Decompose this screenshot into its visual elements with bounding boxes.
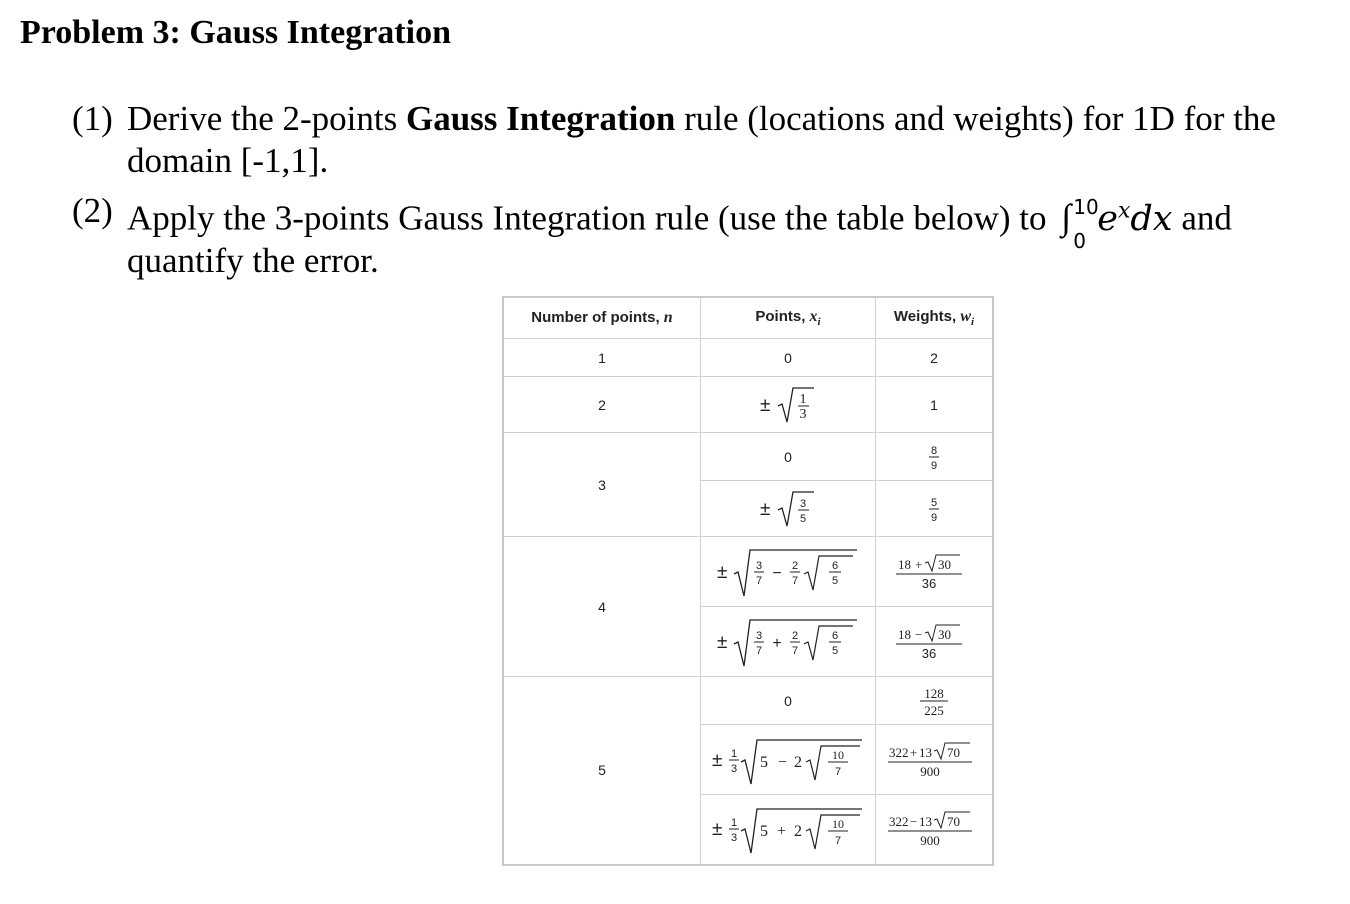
- svg-text:3: 3: [799, 406, 807, 422]
- fraction-322-minus-13-root-70-over-900: [886, 808, 982, 850]
- cell-weight: 1: [876, 377, 994, 433]
- svg-text:18: 18: [898, 556, 911, 572]
- svg-text:+: +: [772, 634, 782, 652]
- svg-text:5: 5: [831, 574, 839, 587]
- svg-text:5: 5: [831, 644, 839, 657]
- table-row: [503, 677, 993, 725]
- part-1-bold-term: Gauss Integration: [405, 99, 676, 138]
- svg-text:8: 8: [930, 444, 938, 457]
- cell-n: 4: [503, 537, 701, 677]
- svg-text:+: +: [777, 823, 787, 841]
- svg-text:±: ±: [712, 749, 723, 771]
- svg-text:±: ±: [760, 394, 771, 416]
- svg-text:9: 9: [930, 511, 938, 524]
- svg-text:−: −: [915, 626, 923, 642]
- svg-text:7: 7: [834, 765, 842, 778]
- svg-text:7: 7: [755, 644, 763, 657]
- svg-text:13: 13: [919, 744, 932, 760]
- svg-text:36: 36: [921, 575, 937, 591]
- svg-text:18: 18: [898, 626, 911, 642]
- svg-text:70: 70: [947, 814, 960, 830]
- cell-weight: [876, 607, 994, 677]
- cell-weight: [876, 795, 994, 865]
- plus-minus-sqrt-one-third: [758, 382, 818, 428]
- gauss-quadrature-table: [502, 296, 994, 866]
- fraction-eight-ninths: [924, 439, 944, 475]
- svg-text:30: 30: [938, 556, 951, 572]
- svg-text:−: −: [772, 564, 782, 582]
- header-points: Points, $x_i$: [701, 297, 876, 339]
- cell-weight: [876, 481, 994, 537]
- svg-text:900: 900: [920, 763, 940, 779]
- svg-text:900: 900: [920, 833, 940, 849]
- cell-n: 5: [503, 677, 701, 865]
- problem-part-2: [72, 190, 1322, 282]
- cell-weight: [876, 677, 994, 725]
- svg-text:322: 322: [889, 814, 909, 830]
- cell-weight: [876, 537, 994, 607]
- svg-text:±: ±: [717, 561, 728, 583]
- cell-point: [701, 795, 876, 865]
- cell-point: [701, 377, 876, 433]
- cell-weight: [876, 725, 994, 795]
- svg-text:5: 5: [760, 823, 768, 841]
- cell-n: 1: [503, 339, 701, 377]
- svg-text:±: ±: [760, 498, 771, 520]
- svg-text:7: 7: [834, 835, 842, 848]
- plus-minus-third-sqrt-five-point-a: [710, 732, 866, 788]
- svg-text:3: 3: [730, 832, 738, 845]
- svg-text:5: 5: [799, 512, 807, 525]
- plus-minus-third-sqrt-five-point-b: [710, 801, 866, 857]
- cell-point: 0: [701, 339, 876, 377]
- svg-text:2: 2: [794, 753, 802, 771]
- cell-weight: [876, 433, 994, 481]
- table-header-row: [503, 297, 993, 339]
- svg-text:1: 1: [799, 391, 807, 407]
- plus-minus-sqrt-four-point-b: [715, 614, 861, 670]
- svg-text:−: −: [910, 814, 918, 830]
- svg-text:±: ±: [712, 819, 723, 841]
- svg-text:5: 5: [760, 753, 768, 771]
- part-2-text: Apply the 3-points Gauss Integration rule (use the table below) to ∫ 10 0 $e^xdx$ and quantify the error.: [127, 194, 1232, 280]
- plus-minus-sqrt-three-fifths: [758, 486, 818, 532]
- svg-text:2: 2: [791, 559, 799, 572]
- table-row: [503, 377, 993, 433]
- problem-part-1: [72, 98, 1322, 182]
- cell-point: 0: [701, 677, 876, 725]
- svg-text:128: 128: [924, 685, 944, 701]
- cell-n: 2: [503, 377, 701, 433]
- svg-text:−: −: [778, 753, 788, 771]
- header-weights: Weights, $w_i$: [876, 297, 994, 339]
- svg-text:3: 3: [755, 629, 763, 642]
- cell-point: [701, 481, 876, 537]
- svg-text:6: 6: [831, 559, 839, 572]
- svg-text:322: 322: [889, 744, 909, 760]
- svg-text:36: 36: [921, 645, 937, 661]
- svg-text:3: 3: [730, 762, 738, 775]
- fraction-322-plus-13-root-70-over-900: [886, 739, 982, 781]
- svg-text:6: 6: [831, 629, 839, 642]
- svg-text:3: 3: [799, 497, 807, 510]
- svg-text:2: 2: [794, 823, 802, 841]
- table-row: [503, 537, 993, 607]
- problem-title: Problem 3: Gauss Integration: [20, 14, 451, 51]
- fraction-five-ninths: [924, 491, 944, 527]
- svg-text:7: 7: [791, 574, 799, 587]
- svg-text:7: 7: [755, 574, 763, 587]
- svg-text:7: 7: [791, 644, 799, 657]
- definite-integral: ∫ 10 0: [1061, 194, 1099, 253]
- cell-point: [701, 607, 876, 677]
- svg-text:13: 13: [919, 814, 932, 830]
- fraction-128-over-225: [914, 682, 954, 720]
- svg-text:10: 10: [832, 817, 844, 832]
- cell-n: 3: [503, 433, 701, 537]
- part-1-number: (1): [72, 99, 113, 138]
- cell-point: [701, 725, 876, 795]
- svg-text:+: +: [910, 744, 918, 760]
- svg-text:70: 70: [947, 744, 960, 760]
- part-1-text: Derive the 2-points Gauss Integration rule (locations and weights) for 1D for the domain [-1,1].: [127, 99, 1276, 180]
- table-row: [503, 339, 993, 377]
- part-2-number: (2): [72, 191, 113, 230]
- fraction-18-plus-root-30-over-36: [894, 551, 974, 593]
- svg-text:±: ±: [717, 631, 728, 653]
- svg-text:9: 9: [930, 459, 938, 472]
- svg-text:2: 2: [791, 629, 799, 642]
- cell-point: 0: [701, 433, 876, 481]
- svg-text:225: 225: [924, 702, 944, 718]
- svg-text:10: 10: [832, 747, 844, 762]
- svg-text:+: +: [915, 556, 923, 572]
- svg-text:5: 5: [930, 496, 938, 509]
- svg-text:1: 1: [730, 747, 738, 760]
- svg-text:1: 1: [730, 817, 738, 830]
- fraction-18-minus-root-30-over-36: [894, 621, 974, 663]
- svg-text:30: 30: [938, 626, 951, 642]
- plus-minus-sqrt-four-point-a: [715, 544, 861, 600]
- cell-weight: 2: [876, 339, 994, 377]
- header-number-of-points: Number of points, n: [503, 297, 701, 339]
- integrand: $e^xdx$: [1097, 198, 1173, 239]
- table-row: [503, 433, 993, 481]
- cell-point: [701, 537, 876, 607]
- svg-text:3: 3: [755, 559, 763, 572]
